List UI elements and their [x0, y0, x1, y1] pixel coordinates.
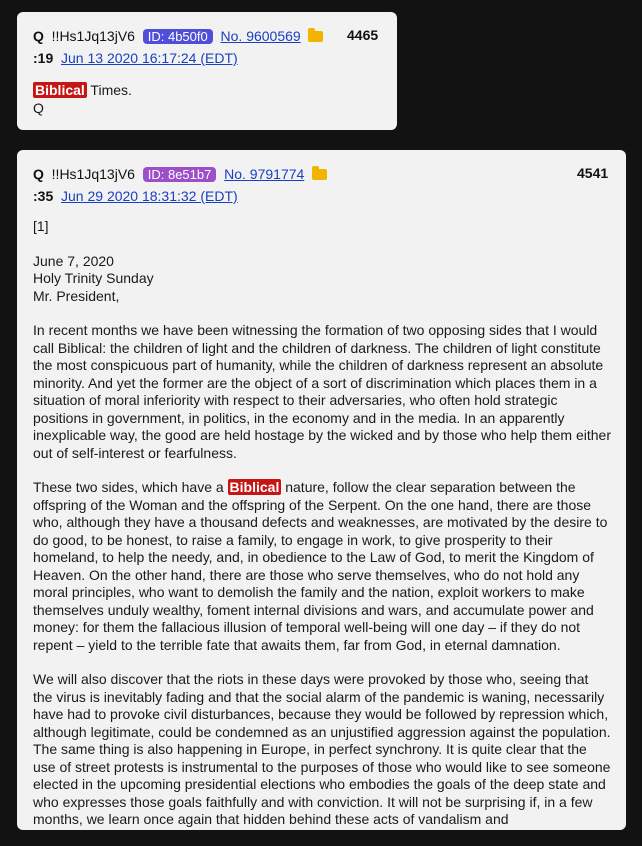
post-body: [33, 218, 611, 846]
post-count: 4541: [577, 165, 609, 181]
author-name: Q: [33, 166, 44, 182]
timestamp-link[interactable]: Jun 29 2020 18:31:32 (EDT): [61, 188, 238, 204]
letter-occasion: Holy Trinity Sunday: [33, 270, 154, 286]
tripcode: !!Hs1Jq13jV6: [51, 166, 135, 182]
post-count: 4465: [347, 27, 379, 43]
post-header: [33, 27, 323, 46]
post-time-row: [33, 187, 238, 205]
paragraph-2-start: These two sides, which have a: [33, 479, 228, 495]
author-name: Q: [33, 28, 44, 44]
paragraph-3: We will also discover that the riots in these days were provoked by those who, seeing that the virus is inevitably fading and that the social alarm of the pandemic is waning, necessarily have had to provoke civil disturbances, because they would be followed by repression which, although legitimate, could be condemned as an unjustified aggression against the population. The same thing is also happening in Europe, in perfect synchrony. It is quite clear that the use of street protests is instrumental to the purposes of those who would like to see someone elected in the upcoming presidential elections who embodies the goals of the deep state and who expresses those goals faithfully and with conviction. It will not be surprising if, in a few months, we learn once again that hidden behind these acts of vandalism and: [33, 671, 611, 827]
folder-icon[interactable]: [312, 169, 327, 180]
id-badge[interactable]: ID: 4b50f0: [143, 29, 213, 44]
highlight-tag: Biblical: [229, 479, 280, 495]
paragraph-1: In recent months we have been witnessing the formation of two opposing sides that I would call Biblical: the children of light and the children of darkness. The children of light constitute the most conspicuous part of humanity, while the children of darkness represent an absolute minority. And yet the former are the object of a sort of discrimination which places them in a situation of moral inferiority with respect to their adversaries, who often hold strategic positions in government, in politics, in the economy and in the media. In an apparently inexplicable way, the good are held hostage by the wicked and by those who help them either out of self-interest or fearfulness.: [33, 322, 611, 461]
post-card-4541: [17, 150, 626, 830]
post-body: [33, 82, 383, 117]
reference-marker: [1]: [33, 218, 49, 234]
highlight-tag: Biblical: [35, 82, 85, 98]
post-text: Times.: [86, 82, 132, 98]
paragraph-2: [33, 479, 611, 654]
post-card-4465: [17, 12, 397, 130]
folder-icon[interactable]: [308, 31, 323, 42]
signature: Q: [33, 99, 44, 116]
id-badge[interactable]: ID: 8e51b7: [143, 167, 217, 182]
timestamp-link[interactable]: Jun 13 2020 16:17:24 (EDT): [61, 50, 238, 66]
paragraph-2-rest: nature, follow the clear separation between the offspring of the Woman and the offspring of the Serpent. On the one hand, there are those who, although they have a thousand defects and weaknesses, are motivated by the desire to do good, to be honest, to raise a family, to engage in work, to give prosperity to their homeland, to help the needy, and, in obedience to the Law of God, to merit the Kingdom of Heaven. On the other hand, there are those who serve themselves, who do not hold any moral principles, who want to demolish the family and the nation, exploit workers to make themselves unduly wealthy, foment internal divisions and wars, and accumulate power and money: for them the fallacious illusion of temporal well-being will one day – if they do not repent – yield to the terrible fate that awaits them, far from God, in eternal damnation.: [33, 479, 608, 653]
tripcode: !!Hs1Jq13jV6: [51, 28, 135, 44]
salutation: Mr. President,: [33, 287, 120, 304]
post-time-row: [33, 49, 238, 67]
time-prefix: :35: [33, 188, 54, 204]
post-number-link[interactable]: No. 9600569: [220, 28, 301, 44]
letter-date: June 7, 2020: [33, 252, 114, 269]
post-number-link[interactable]: No. 9791774: [224, 166, 305, 182]
post-header: [33, 165, 327, 184]
time-prefix: :19: [33, 50, 54, 66]
